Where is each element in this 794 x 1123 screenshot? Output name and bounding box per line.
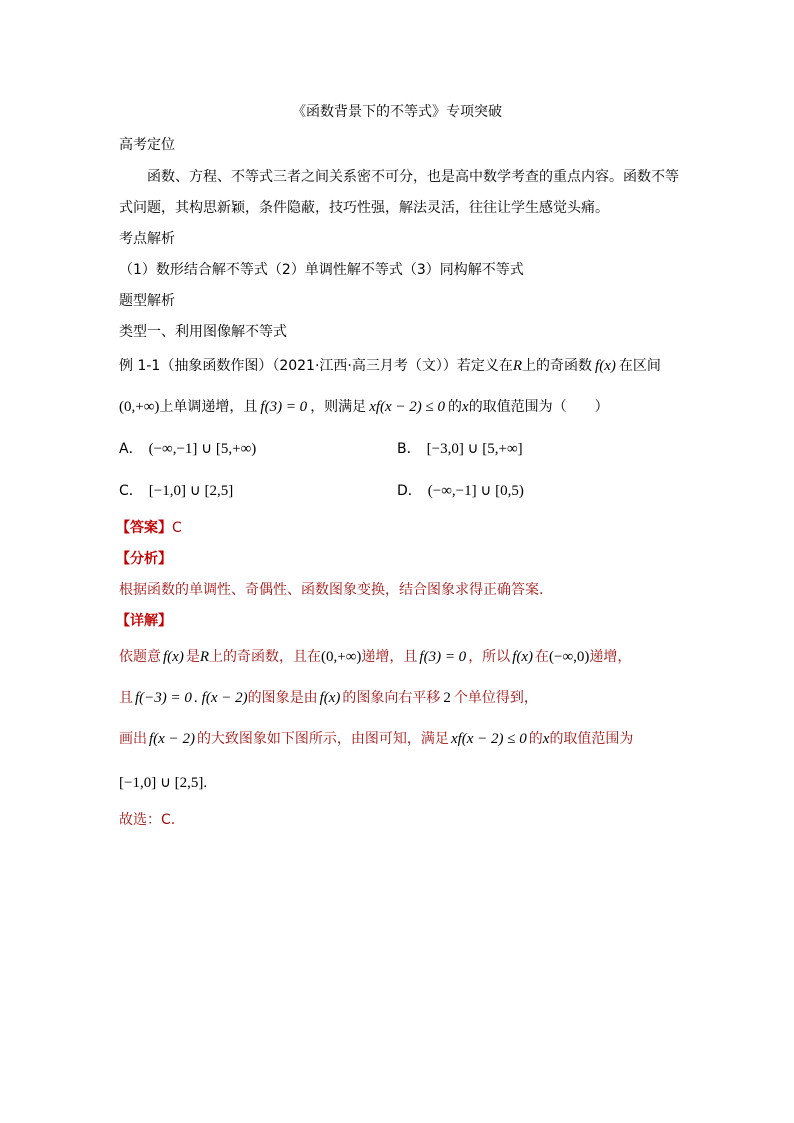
- math-fx-shift: f(x − 2): [201, 690, 248, 706]
- analysis-heading: 考点解析: [119, 231, 175, 247]
- math-fx-shift: f(x − 2): [149, 731, 195, 747]
- option-value: (−∞,−1] ∪ [5,+∞): [148, 441, 257, 457]
- math-x: x: [462, 399, 469, 415]
- option-label: B．: [397, 441, 421, 457]
- example-mid: 上的奇函数: [522, 358, 593, 374]
- types-heading: 题型解析: [119, 293, 175, 309]
- d2-a: 且: [119, 690, 133, 706]
- d3-c: 的: [528, 731, 543, 747]
- analysis-text: 根据函数的单调性、奇偶性、函数图象变换，结合图象求得正确答案.: [119, 582, 544, 598]
- math-R: R: [512, 358, 523, 374]
- detail-line-2: [119, 688, 538, 708]
- analysis-tag: [116, 549, 172, 569]
- math-two: 2: [443, 690, 451, 706]
- positioning-text-1: 函数、方程、不等式三者之间关系密不可分，也是高中数学考查的重点内容。函数不等: [147, 169, 679, 185]
- answer-line: [116, 518, 182, 538]
- option-value: [−3,0] ∪ [5,+∞]: [426, 441, 523, 457]
- math-dot: .: [203, 775, 208, 791]
- example-prefix: 例 1-1（抽象函数作图）（2021·江西·高三月考（文））若定义在: [119, 358, 513, 374]
- option-label: D．: [397, 483, 422, 499]
- example-suffix: 在区间: [618, 358, 661, 374]
- math-inequality: xf(x − 2) ≤ 0: [369, 399, 446, 415]
- math-fm3: f(−3) = 0: [135, 690, 192, 706]
- math-fx: f(x): [512, 649, 534, 665]
- option-value: (−∞,−1] ∪ [0,5): [427, 483, 524, 499]
- detail-tag: [116, 611, 172, 631]
- d1-b: 是: [185, 649, 200, 665]
- math-dot: .: [193, 690, 198, 706]
- example-text-d: 的取值范围为（ ）: [468, 399, 609, 415]
- option-a[interactable]: [119, 439, 256, 459]
- detail-line-4: [119, 773, 207, 793]
- example-text-a: 上单调递增，且: [159, 399, 258, 415]
- analysis-tag-text: 【分析】: [116, 551, 172, 567]
- detail-line-3: [119, 729, 633, 749]
- d1-c: 上的奇函数，且在: [209, 649, 321, 665]
- answer-value: C: [172, 520, 182, 536]
- option-label: C．: [119, 483, 143, 499]
- positioning-heading: 高考定位: [119, 137, 175, 153]
- math-f3: f(3) = 0: [260, 399, 308, 415]
- math-R: R: [199, 649, 209, 665]
- d1-f: 在: [535, 649, 550, 665]
- option-b[interactable]: [397, 439, 523, 459]
- example-text-c: 的: [448, 399, 463, 415]
- option-label: A．: [119, 441, 143, 457]
- d2-b: 的图象是由: [247, 690, 318, 706]
- type1-heading: 类型一、利用图像解不等式: [119, 324, 287, 340]
- detail-tag-text: 【详解】: [116, 613, 172, 629]
- option-value: [−1,0] ∪ [2,5]: [148, 483, 234, 499]
- math-fx: f(x): [163, 649, 184, 665]
- d3-b: 的大致图象如下图所示，由图可知，满足: [196, 731, 449, 747]
- positioning-text-2: 式问题，其构思新颖，条件隐蔽，技巧性强，解法灵活，往往让学生感觉头痛。: [119, 200, 609, 216]
- example-line-2: [119, 397, 609, 417]
- option-c[interactable]: [119, 481, 233, 501]
- option-d[interactable]: [397, 481, 524, 501]
- page-title: [0, 102, 794, 122]
- answer-tag: 【答案】: [116, 520, 172, 536]
- d3-a: 画出: [119, 731, 147, 747]
- math-inequality: xf(x − 2) ≤ 0: [450, 731, 527, 747]
- title-text: 《函数背景下的不等式》专项突破: [292, 104, 502, 120]
- detail-line-1: [119, 647, 631, 667]
- analysis-points: （1）数形结合解不等式（2）单调性解不等式（3）同构解不等式: [119, 262, 524, 278]
- d3-d: 的取值范围为: [549, 731, 634, 747]
- d1-a: 依题意: [119, 649, 161, 665]
- math-fx: f(x): [319, 690, 341, 706]
- d2-d: 个单位得到，: [453, 690, 538, 706]
- math-range: [−1,0] ∪ [2,5]: [119, 775, 204, 791]
- math-interval: (0,+∞): [321, 649, 362, 665]
- math-interval: (0,+∞): [119, 399, 160, 415]
- d2-c: 的图象向右平移: [342, 690, 441, 706]
- d1-e: ，所以: [468, 649, 511, 665]
- example-text-b: ，则满足: [310, 399, 367, 415]
- math-x: x: [542, 731, 550, 747]
- math-fx: f(x): [595, 358, 616, 374]
- math-f3: f(3) = 0: [419, 649, 467, 665]
- math-interval: (−∞,0): [549, 649, 590, 665]
- d1-d: 递增，且: [361, 649, 418, 665]
- d1-g: 递增，: [589, 649, 632, 665]
- conclusion: 故选：C.: [119, 812, 176, 828]
- example-line-1: [119, 356, 661, 376]
